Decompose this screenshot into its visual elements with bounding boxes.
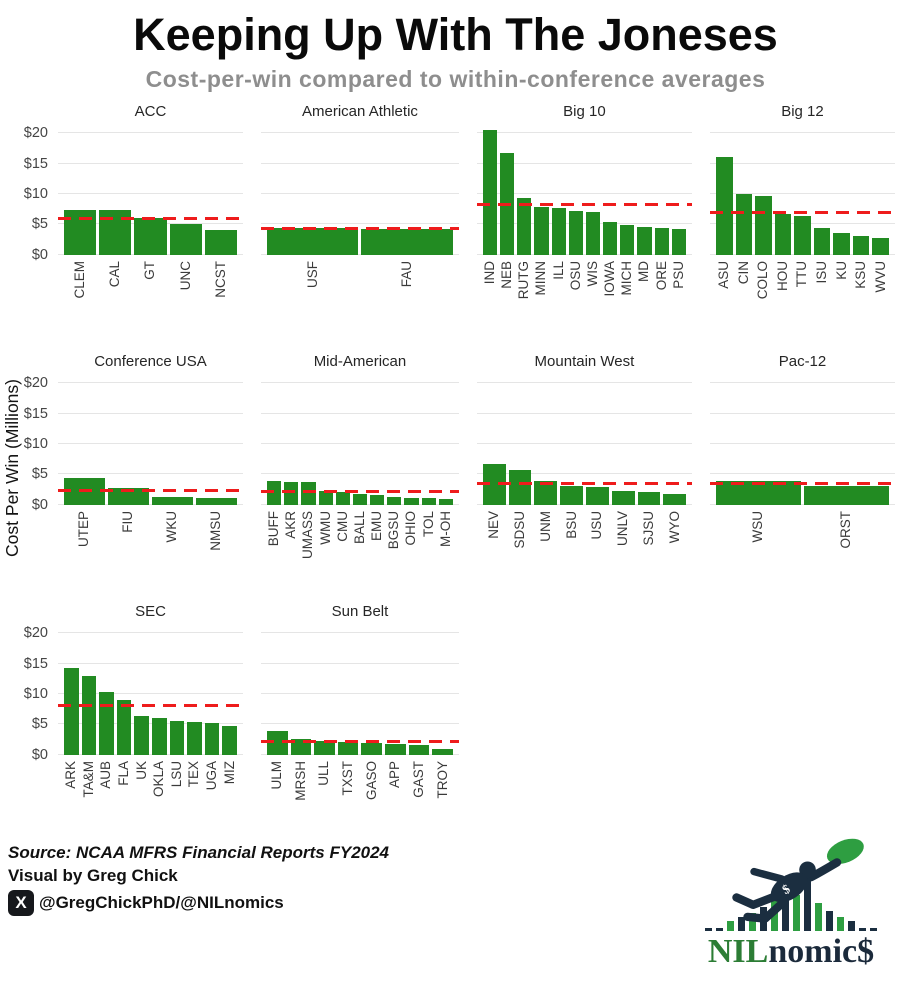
x-label-cell <box>267 511 281 583</box>
x-label-cell <box>872 261 889 333</box>
team-label: NMSU <box>208 510 224 551</box>
facet-american-athletic <box>261 103 459 333</box>
bar-m-oh <box>439 499 453 504</box>
x-label-cell <box>336 511 350 583</box>
bar-aub <box>99 692 114 754</box>
x-twitter-icon: X <box>8 890 34 916</box>
x-label-cell <box>794 261 811 333</box>
x-label-cell <box>82 761 97 833</box>
bar-ta-m <box>82 676 97 754</box>
y-tick-label: $15 <box>23 655 48 672</box>
bar-wyo <box>663 494 686 504</box>
logo-nomics-text: nomic$ <box>768 932 875 970</box>
team-label: GAST <box>410 760 426 798</box>
x-axis-labels <box>261 761 459 833</box>
team-label: UNC <box>177 260 193 290</box>
bar-miz <box>222 726 237 755</box>
x-label-cell <box>64 761 79 833</box>
team-label: IOWA <box>602 260 618 296</box>
y-tick-label: $5 <box>31 716 48 733</box>
bar-tol <box>422 498 436 504</box>
bar-cin <box>736 194 753 254</box>
x-label-cell <box>509 511 532 583</box>
bar-app <box>385 744 406 754</box>
team-label: KSU <box>853 260 869 289</box>
y-tick-label: $20 <box>23 125 48 142</box>
bar-uk <box>134 716 149 755</box>
x-label-cell <box>552 261 566 333</box>
bar-uga <box>205 723 220 755</box>
facet-plot <box>23 624 243 763</box>
x-label-cell <box>117 761 132 833</box>
bar-ttu <box>794 216 811 255</box>
team-label: WIS <box>584 260 600 286</box>
bar-gt <box>134 218 166 254</box>
source-text: Source: NCAA MFRS Financial Reports FY2024 <box>8 842 390 862</box>
team-label: UK <box>133 760 149 780</box>
team-label: CLEM <box>72 260 88 299</box>
bar-ohio <box>404 498 418 505</box>
team-label: MINN <box>533 260 549 295</box>
team-label: TTU <box>794 260 810 287</box>
bar-bsu <box>560 486 583 505</box>
team-label: ASU <box>716 260 732 289</box>
bars-group <box>261 374 459 505</box>
team-label: AKR <box>283 510 299 539</box>
x-label-cell <box>108 511 149 583</box>
bar-ksu <box>853 236 870 254</box>
credit-text: Visual by Greg Chick <box>8 865 178 885</box>
x-label-cell <box>134 261 166 333</box>
facet-title: Big 12 <box>781 102 824 120</box>
x-label-cell <box>99 761 114 833</box>
bar-usu <box>586 487 609 505</box>
x-label-cell <box>170 261 202 333</box>
facet-title: SEC <box>135 602 166 620</box>
header <box>0 0 911 93</box>
team-label: ILL <box>550 260 566 280</box>
x-label-cell <box>267 761 288 833</box>
team-label: ORST <box>838 510 854 549</box>
bar-bgsu <box>387 497 401 505</box>
team-label: IND <box>481 260 497 284</box>
x-axis-labels <box>710 511 895 583</box>
x-label-cell <box>500 261 514 333</box>
x-label-cell <box>560 511 583 583</box>
team-label: HOU <box>774 260 790 291</box>
bar-sdsu <box>509 470 532 505</box>
team-label: FIU <box>120 510 136 533</box>
bar-ind <box>483 130 497 254</box>
x-label-cell <box>353 511 367 583</box>
facet-sun-belt <box>261 603 459 833</box>
bar-emu <box>370 495 384 505</box>
x-label-cell <box>716 511 801 583</box>
bar-psu <box>672 229 686 254</box>
y-tick-label: $15 <box>23 155 48 172</box>
team-label: TROY <box>434 760 450 799</box>
x-label-cell <box>64 261 96 333</box>
x-label-cell <box>672 261 686 333</box>
bar-lsu <box>170 721 185 755</box>
team-label: EMU <box>369 510 385 541</box>
conference-average-line <box>261 490 459 493</box>
bar-gast <box>409 745 430 755</box>
team-label: USU <box>589 510 605 540</box>
facet-title: Big 10 <box>563 102 606 120</box>
facet-plot <box>710 124 895 255</box>
bars-group <box>261 124 459 255</box>
bar-ore <box>655 228 669 255</box>
bar-troy <box>432 749 453 754</box>
x-label-cell <box>569 261 583 333</box>
team-label: UMASS <box>300 510 316 559</box>
x-label-cell <box>736 261 753 333</box>
logo-bar <box>859 928 866 931</box>
y-tick-label: $20 <box>23 375 48 392</box>
x-label-cell <box>534 261 548 333</box>
conference-average-line <box>710 211 895 214</box>
team-label: BALL <box>351 510 367 544</box>
bars-group <box>58 124 243 255</box>
x-label-cell <box>301 511 315 583</box>
x-label-cell <box>534 511 557 583</box>
x-label-cell <box>152 511 193 583</box>
bars-group <box>58 624 243 755</box>
x-label-cell <box>370 511 384 583</box>
x-label-cell <box>387 511 401 583</box>
team-label: FAU <box>399 260 415 287</box>
bar-ill <box>552 208 566 254</box>
attribution-block <box>8 841 389 916</box>
team-label: FLA <box>116 760 132 786</box>
x-label-cell <box>196 511 237 583</box>
bar-nmsu <box>196 498 237 505</box>
facet-big-12 <box>710 103 895 333</box>
page-title: Keeping Up With The Joneses <box>133 9 778 60</box>
y-tick-label: $0 <box>31 246 48 263</box>
team-label: BSU <box>563 510 579 539</box>
x-axis-labels <box>477 261 692 333</box>
team-label: TOL <box>420 510 436 537</box>
x-label-cell <box>361 761 382 833</box>
conference-average-line <box>710 482 895 485</box>
x-label-cell <box>775 261 792 333</box>
x-label-cell <box>267 261 358 333</box>
y-tick-label: $10 <box>23 435 48 452</box>
x-label-cell <box>637 261 651 333</box>
social-handles <box>8 890 389 916</box>
facet-title: Mountain West <box>534 352 635 370</box>
x-label-cell <box>205 761 220 833</box>
facet-plot <box>477 124 692 255</box>
bar-usf <box>267 228 358 255</box>
x-label-cell <box>291 761 312 833</box>
y-tick-label: $20 <box>23 625 48 642</box>
facet-plot <box>23 374 243 513</box>
conference-average-line <box>477 482 692 485</box>
bar-orst <box>804 486 889 504</box>
x-label-cell <box>409 761 430 833</box>
team-label: MD <box>636 260 652 282</box>
facet-plot <box>261 624 459 755</box>
x-label-cell <box>586 511 609 583</box>
x-label-cell <box>319 511 333 583</box>
team-label: OHIO <box>403 510 419 546</box>
conference-average-line <box>58 217 243 220</box>
bar-minn <box>534 207 548 255</box>
chart-area <box>0 103 911 833</box>
bar-asu <box>716 157 733 255</box>
y-tick-label: $15 <box>23 405 48 422</box>
x-label-cell <box>432 761 453 833</box>
x-axis-labels <box>58 511 243 583</box>
x-label-cell <box>833 261 850 333</box>
team-label: MRSH <box>292 760 308 801</box>
bar-ark <box>64 668 79 755</box>
team-label: AUB <box>98 760 114 789</box>
facet-sec <box>23 602 243 833</box>
bar-okla <box>152 718 167 754</box>
team-label: APP <box>387 760 403 788</box>
y-tick-label: $10 <box>23 685 48 702</box>
logo-wordmark <box>681 932 901 970</box>
bar-txst <box>338 742 359 754</box>
facet-title: American Athletic <box>302 102 418 120</box>
bars-group <box>710 124 895 255</box>
x-label-cell <box>655 261 669 333</box>
bar-sjsu <box>638 492 661 505</box>
team-label: ULL <box>316 760 332 786</box>
team-label: NEB <box>499 260 515 289</box>
team-label: OSU <box>567 260 583 290</box>
team-label: USF <box>304 260 320 288</box>
x-axis-labels <box>261 511 459 583</box>
facet-conference-usa <box>23 352 243 583</box>
x-label-cell <box>338 761 359 833</box>
team-label: TA&M <box>80 760 96 797</box>
team-label: UNLV <box>615 510 631 546</box>
team-label: OKLA <box>151 760 167 797</box>
bar-wvu <box>872 238 889 254</box>
y-tick-label: $5 <box>31 466 48 483</box>
facet-title: Mid-American <box>313 352 407 370</box>
x-label-cell <box>361 261 452 333</box>
team-label: LSU <box>168 760 184 787</box>
x-label-cell <box>483 511 506 583</box>
x-label-cell <box>755 261 772 333</box>
bar-wku <box>152 497 193 505</box>
x-axis-labels <box>477 511 692 583</box>
bar-ncst <box>205 230 237 254</box>
bar-ball <box>353 494 367 504</box>
team-label: WYO <box>666 510 682 543</box>
bars-group <box>477 124 692 255</box>
team-label: CAL <box>107 260 123 287</box>
x-label-cell <box>603 261 617 333</box>
team-label: ARK <box>63 760 79 789</box>
x-label-cell <box>439 511 453 583</box>
logo-nil-text: NIL <box>707 932 769 970</box>
bar-mich <box>620 225 634 254</box>
facet-plot <box>710 374 895 505</box>
team-label: CIN <box>735 260 751 284</box>
y-tick-label: $5 <box>31 216 48 233</box>
bars-group <box>58 374 243 505</box>
conference-average-line <box>261 227 459 230</box>
x-axis-labels <box>261 261 459 333</box>
team-label: WMU <box>317 510 333 545</box>
page-subtitle: Cost-per-win compared to within-conference averages <box>145 65 766 92</box>
x-label-cell <box>483 261 497 333</box>
team-label: COLO <box>755 260 771 299</box>
bars-group <box>261 624 459 755</box>
facet-title: Sun Belt <box>331 602 389 620</box>
x-label-cell <box>314 761 335 833</box>
facet-plot <box>261 374 459 505</box>
x-axis-labels <box>710 261 895 333</box>
bar-hou <box>775 214 792 254</box>
facet-title: ACC <box>134 102 167 120</box>
y-axis-title: Cost Per Win (Millions) <box>2 378 22 557</box>
x-label-cell <box>134 761 149 833</box>
logo-bar <box>870 928 877 931</box>
x-label-cell <box>422 511 436 583</box>
bar-md <box>637 227 651 255</box>
team-label: ORE <box>653 260 669 290</box>
bar-rutg <box>517 198 531 254</box>
bar-tex <box>187 722 202 755</box>
x-label-cell <box>99 261 131 333</box>
facet-plot <box>261 124 459 255</box>
team-label: RUTG <box>516 260 532 299</box>
svg-text:$: $ <box>779 880 793 897</box>
bar-fla <box>117 700 132 755</box>
bar-ku <box>833 233 850 254</box>
x-label-cell <box>586 261 600 333</box>
facets-grid <box>23 102 895 833</box>
facet-mountain-west <box>477 353 692 583</box>
y-tick-label: $10 <box>23 185 48 202</box>
team-label: UGA <box>204 760 220 790</box>
facet-pac-12 <box>710 353 895 583</box>
bar-colo <box>755 196 772 254</box>
bars-group <box>710 374 895 505</box>
bar-unc <box>170 224 202 255</box>
facet-plot <box>23 124 243 263</box>
bar-iowa <box>603 222 617 255</box>
x-label-cell <box>152 761 167 833</box>
bar-isu <box>814 228 831 254</box>
x-label-cell <box>612 511 635 583</box>
bar-osu <box>569 211 583 254</box>
facet-big-10 <box>477 103 692 333</box>
team-label: NCST <box>212 260 228 298</box>
bar-wis <box>586 212 600 254</box>
team-label: ISU <box>813 260 829 284</box>
team-label: WKU <box>164 510 180 542</box>
team-label: TEX <box>186 760 202 787</box>
team-label: BUFF <box>266 510 282 546</box>
bar-cmu <box>336 492 350 504</box>
x-label-cell <box>620 261 634 333</box>
facet-mid-american <box>261 353 459 583</box>
footer <box>0 833 911 969</box>
team-label: KU <box>833 260 849 280</box>
x-label-cell <box>170 761 185 833</box>
x-label-cell <box>284 511 298 583</box>
team-label: GASO <box>363 760 379 800</box>
x-label-cell <box>205 261 237 333</box>
team-label: SDSU <box>511 510 527 549</box>
team-label: TXST <box>340 760 356 796</box>
x-label-cell <box>222 761 237 833</box>
facet-acc <box>23 102 243 333</box>
team-label: MICH <box>619 260 635 295</box>
team-label: NEV <box>486 510 502 539</box>
x-label-cell <box>716 261 733 333</box>
team-label: BGSU <box>386 510 402 549</box>
bar-gaso <box>361 743 382 755</box>
bar-akr <box>284 482 298 504</box>
x-label-cell <box>187 761 202 833</box>
bar-umass <box>301 482 315 504</box>
conference-average-line <box>58 704 243 707</box>
conference-average-line <box>58 489 243 492</box>
team-label: WVU <box>872 260 888 292</box>
football-player-icon <box>695 831 885 927</box>
team-label: GT <box>142 260 158 280</box>
x-axis-labels <box>58 761 243 833</box>
x-label-cell <box>64 511 105 583</box>
y-tick-label: $0 <box>31 746 48 763</box>
nilnomics-logo <box>681 841 901 969</box>
team-label: UNM <box>537 510 553 542</box>
team-label: CMU <box>334 510 350 542</box>
bar-fau <box>361 229 452 254</box>
x-label-cell <box>814 261 831 333</box>
team-label: MIZ <box>221 760 237 784</box>
conference-average-line <box>261 740 459 743</box>
x-label-cell <box>385 761 406 833</box>
facet-plot <box>477 374 692 505</box>
x-label-cell <box>804 511 889 583</box>
logo-bar <box>716 928 723 931</box>
bar-unlv <box>612 491 635 505</box>
team-label: UTEP <box>76 510 92 547</box>
x-label-cell <box>638 511 661 583</box>
x-label-cell <box>853 261 870 333</box>
x-label-cell <box>404 511 418 583</box>
logo-bar <box>705 928 712 931</box>
x-axis-labels <box>58 261 243 333</box>
team-label: SJSU <box>640 510 656 546</box>
team-label: M-OH <box>437 510 453 547</box>
team-label: PSU <box>670 260 686 289</box>
y-tick-label: $0 <box>31 496 48 513</box>
x-label-cell <box>517 261 531 333</box>
x-label-cell <box>663 511 686 583</box>
handles-text: @GregChickPhD/@NILnomics <box>39 892 284 912</box>
team-label: WSU <box>750 510 766 542</box>
team-label: ULM <box>269 760 285 790</box>
facet-title: Conference USA <box>94 352 207 370</box>
conference-average-line <box>477 203 692 206</box>
facet-title: Pac-12 <box>778 352 827 370</box>
